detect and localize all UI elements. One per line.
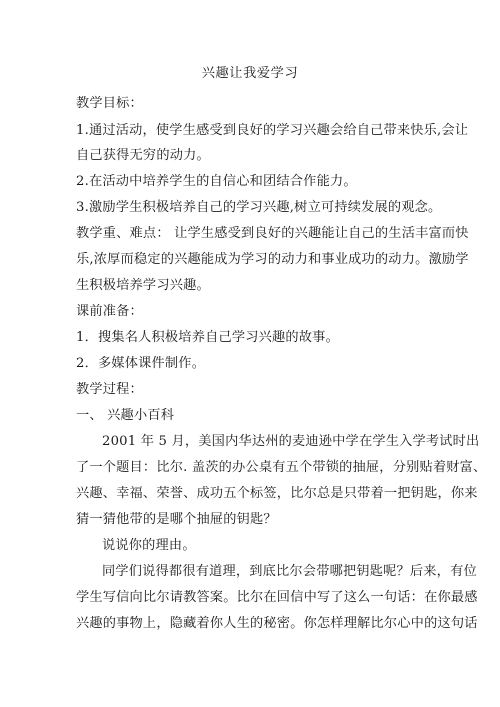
section-heading-preparation: 课前准备： [76, 304, 143, 319]
paragraph-1-line-4: 猜一猜他带的是哪个抽屉的钥匙？ [76, 512, 277, 527]
paragraph-1-line-2: 了一个题目：比尔. 盖茨的办公桌有五个带锁的抽屉，分别贴着财富、 [76, 460, 487, 475]
key-points-line-2: 乐,浓厚而稳定的兴趣能成为学习的动力和事业成功的动力。激励学 [76, 252, 469, 267]
paragraph-3-line-1: 同学们说得都很有道理，到底比尔会带哪把钥匙呢？后来，有位 [102, 564, 477, 579]
paragraph-3-line-3: 兴趣的事物上，隐藏着你人生的秘密。你怎样理解比尔心中的这句话 [76, 616, 478, 631]
objective-2: 2.在活动中培养学生的自信心和团结合作能力。 [76, 174, 357, 189]
subsection-heading-1: 一、 兴趣小百科 [76, 408, 175, 423]
paragraph-3-line-2: 学生写信向比尔请教答案。比尔在回信中写了这么一句话：在你最感 [76, 590, 478, 605]
key-points-line-1: 教学重、难点： 让学生感受到良好的兴趣能让自己的生活丰富而快 [76, 226, 469, 241]
section-heading-objectives: 教学目标： [76, 96, 143, 111]
preparation-item-1: 1．搜集名人积极培养自己学习兴趣的故事。 [76, 330, 339, 345]
document-title: 兴趣让我爱学习 [201, 66, 299, 81]
paragraph-1-line-1: 2001 年 5 月，美国内华达州的麦迪逊中学在学生入学考试时出 [102, 434, 480, 449]
key-points-line-3: 生积极培养学习兴趣。 [76, 278, 210, 293]
objective-3: 3.激励学生积极培养自己的学习兴趣,树立可持续发展的观念。 [76, 200, 442, 215]
objective-1-line-2: 自己获得无穷的动力。 [76, 148, 210, 163]
objective-1-line-1: 1.通过活动，使学生感受到良好的学习兴趣会给自己带来快乐,会让 [76, 123, 469, 138]
section-heading-process: 教学过程： [76, 382, 143, 397]
paragraph-2: 说说你的理由。 [102, 538, 196, 553]
paragraph-1-line-3: 兴趣、幸福、荣誉、成功五个标签，比尔总是只带着一把钥匙，你来 [76, 486, 478, 501]
preparation-item-2: 2．多媒体课件制作。 [76, 356, 206, 371]
